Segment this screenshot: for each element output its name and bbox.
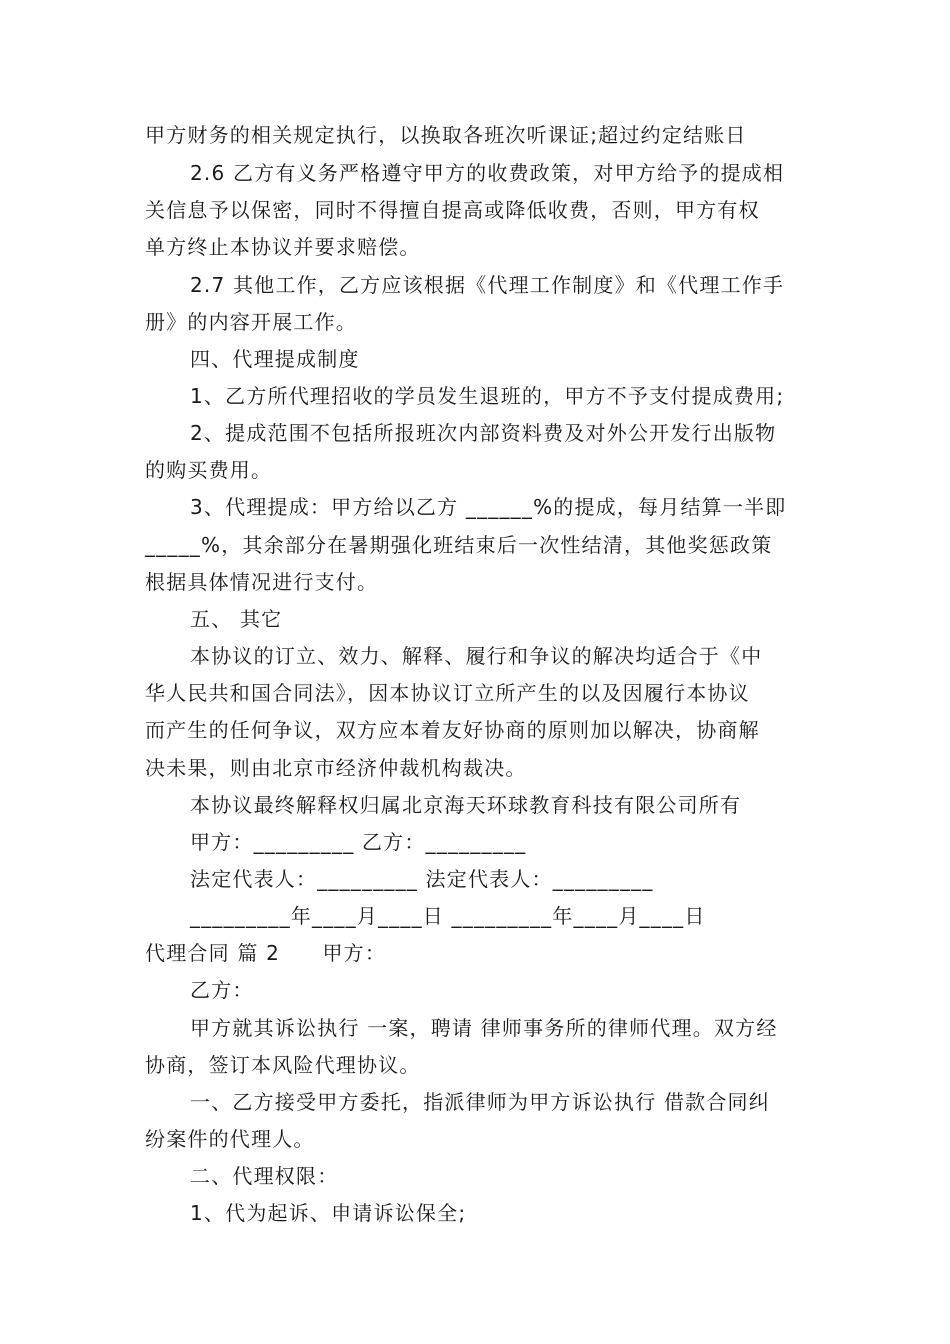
section-heading-4: 四、代理提成制度 [190,347,360,371]
representative-signature-line: 法定代表人：_________ 法定代表人：_________ [190,867,654,891]
clause-4-1: 1、乙方所代理招收的学员发生退班的，甲方不予支付提成费用; [190,384,785,408]
clause-2-6: 2.6 乙方有义务严格遵守甲方的收费政策，对甲方给予的提成相 [190,161,785,185]
text-line: 而产生的任何争议，双方应本着友好协商的原则加以解决，协商解 [145,718,760,742]
clause-4-3: 3、代理提成：甲方给以乙方 ______%的提成，每月结算一半即 [190,495,787,519]
clause-1: 一、乙方接受甲方委托，指派律师为甲方诉讼执行 借款合同纠 [190,1090,770,1114]
date-line: _________年____月____日 _________年____月____日 [190,904,706,928]
paragraph-start: 本协议的订立、效力、解释、履行和争议的解决均适合于《中 [190,644,763,668]
authority-item-1: 1、代为起诉、申请诉讼保全; [190,1201,467,1225]
text-line: 的购买费用。 [145,458,273,482]
section-heading-5: 五、 其它 [190,607,283,631]
text-line: 决未果，则由北京市经济仲裁机构裁决。 [145,756,527,780]
text-line: 协商，签订本风险代理协议。 [145,1053,421,1077]
contract-2-heading: 代理合同 篇 2 甲方： [145,941,387,965]
party-signature-line: 甲方：_________ 乙方：_________ [190,830,527,854]
text-line: 关信息予以保密，同时不得擅自提高或降低收费，否则，甲方有权 [145,198,760,222]
party-b-label: 乙方： [190,978,254,1002]
clause-2-7: 2.7 其他工作，乙方应该根据《代理工作制度》和《代理工作手 [190,273,785,297]
text-line: 纷案件的代理人。 [145,1127,315,1151]
text-line: 册》的内容开展工作。 [145,310,357,334]
section-heading-2: 二、代理权限： [190,1164,339,1188]
paragraph-start: 甲方就其诉讼执行 一案，聘请 律师事务所的律师代理。双方经 [190,1016,778,1040]
text-line: _____%，其余部分在暑期强化班结束后一次性结清，其他奖惩政策 [145,533,773,557]
text-line: 单方终止本协议并要求赔偿。 [145,235,421,259]
text-line: 根据具体情况进行支付。 [145,570,379,594]
text-line: 华人民共和国合同法》，因本协议订立所产生的以及因履行本协议 [145,681,750,705]
interpretation-clause: 本协议最终解释权归属北京海天环球教育科技有限公司所有 [190,793,742,817]
text-line: 甲方财务的相关规定执行，以换取各班次听课证;超过约定结账日 [145,123,747,147]
clause-4-2: 2、提成范围不包括所报班次内部资料费及对外公开发行出版物 [190,421,777,445]
